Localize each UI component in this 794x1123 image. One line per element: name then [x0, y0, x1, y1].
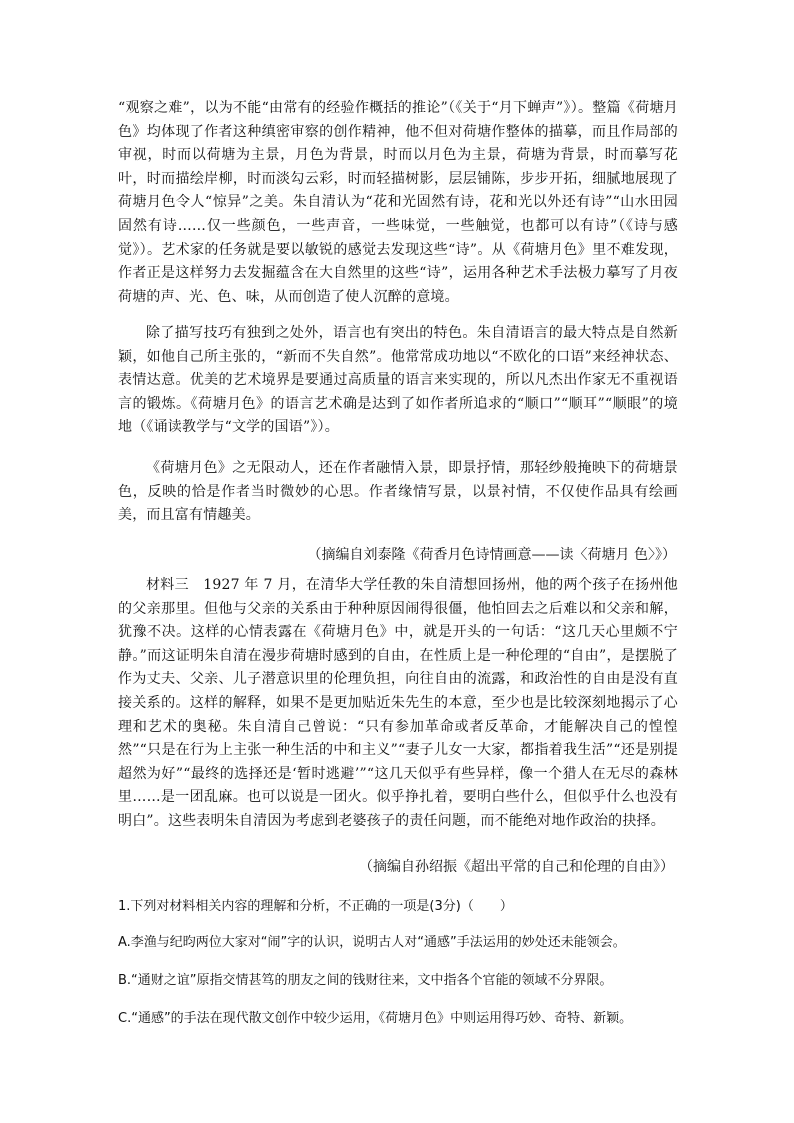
material2-paragraph-emotion: 《荷塘月色》之无限动人，还在作者融情入景，即景抒情，那轻纱般掩映下的荷塘景色，反映的恰是作者当时微妙的心思。作者缘情写景，以景衬情，不仅使作品具有绘画美，而且富有情趣美。	[118, 460, 678, 524]
question-1-option-b[interactable]: B.“通财之谊”原指交情甚笃的朋友之间的钱财往来，文中指各个官能的领域不分界限。	[118, 973, 613, 988]
material2-paragraph-observation: “观察之难”，以为不能“由常有的经验作概括的推论”（《关于“月下蝉声”》）。整篇《荷塘月色》均体现了作者这种缜密审察的创作精神，他不但对荷塘作整体的描摹，而且作局部的审视，时而以荷塘为主景，月色为背景，时而以月色为主景，荷塘为背景，时而摹写花叶，时而描绘岸柳，时而淡勾云彩，时而轻描树影，层层铺陈，步步开拓，细腻地展现了荷塘月色令人“惊异”之美。朱自清认为“花和光固然有诗，花和光以外还有诗”“山水田园固然有诗……仅一些颜色，一些声音，一些味觉，一些触觉，也都可以有诗”（《诗与感觉》）。艺术家的任务就是要以敏锐的感觉去发现这些“诗”。从《荷塘月色》里不难发现，作者正是这样努力去发掘蕴含在大自然里的这些“诗”，运用各种艺术手法极力摹写了月夜荷塘的声、光、色、味，从而创造了使人沉醉的意境。	[118, 100, 678, 305]
material3-paragraph: 材料三 1927 年 7 月，在清华大学任教的朱自清想回扬州，他的两个孩子在扬州他的父亲那里。但他与父亲的关系由于种种原因闹得很僵，他怕回去之后难以和父亲和解，犹豫不决。这样的心情表露在《荷塘月色》中，就是开头的一句话：“这几天心里颇不宁静。”而这证明朱自清在漫步荷塘时感到的自由，在性质上是一种伦理的“自由”，是摆脱了作为丈夫、父亲、儿子潜意识里的伦理负担，向往自由的流露，和政治性的自由是没有直接关系的。这样的解释，如果不是更加贴近朱先生的本意，至少也是比较深刻地揭示了心理和艺术的奥秘。朱自清自己曾说：“只有参加革命或者反革命，才能解决自己的惶惶然”“只是在行为上主张一种生活的中和主义”“妻子儿女一大家，都指着我生活”“还是别提超然为好”“最终的选择还是‘暂时逃避’”“这几天似乎有些异样，像一个猎人在无尽的森林里……是一团乱麻。也可以说是一团火。似乎挣扎着，要明白些什么，但似乎什么也没有明白”。这些表明朱自清因为考虑到老婆孩子的责任问题，而不能绝对地作政治的抉择。	[118, 577, 678, 829]
material3-attribution: （摘编自孙绍振《超出平常的自己和伦理的自由》）	[359, 859, 674, 875]
question-1-stem: 1.下列对材料相关内容的理解和分析，不正确的一项是(3分)（ ）	[118, 899, 513, 914]
material2-attribution: （摘编自刘泰隆《荷香月色诗情画意——读〈荷塘月 色〉》）	[307, 547, 676, 563]
question-1-option-c[interactable]: C.“通感”的手法在现代散文创作中较少运用，《荷塘月色》中则运用得巧妙、奇特、新颖。	[118, 1011, 633, 1026]
question-1-option-a[interactable]: A.李渔与纪昀两位大家对“闹”字的认识，说明古人对“通感”手法运用的妙处还未能领会。	[118, 935, 626, 950]
material2-paragraph-language: 除了描写技巧有独到之处外，语言也有突出的特色。朱自清语言的最大特点是自然新颖，如他自己所主张的，“新而不失自然”。他常常成功地以“不欧化的口语”来经神状态、表情达意。优美的艺术境界是要通过高质量的语言来实现的，所以凡杰出作家无不重视语言的锻炼。《荷塘月色》的语言艺术确是达到了如作者所追求的“顺口”“顺耳”“顺眼”的境地（《诵读教学与“文学的国语”》）。	[118, 325, 678, 436]
